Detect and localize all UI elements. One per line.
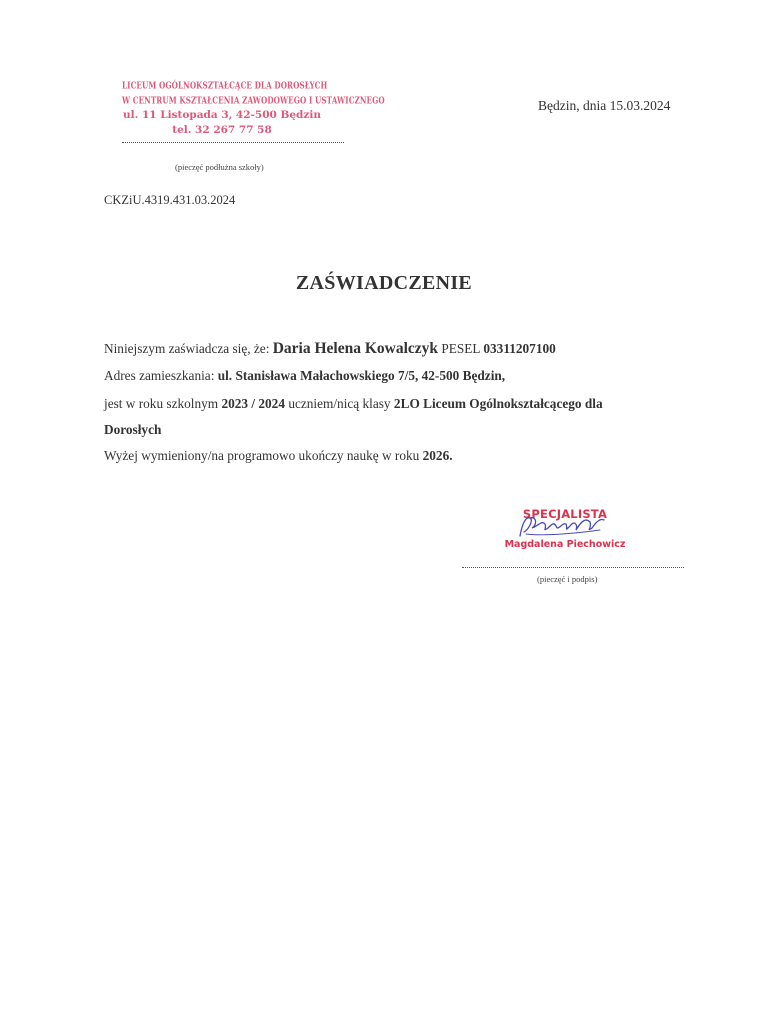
signature-caption: (pieczęć i podpis) bbox=[537, 574, 598, 584]
body-line-1 bbox=[104, 340, 556, 358]
address-label: Adres zamieszkania: bbox=[104, 368, 215, 383]
graduation-year: 2026. bbox=[422, 448, 453, 463]
body-line-2 bbox=[104, 368, 505, 384]
graduation-prefix: Wyżej wymieniony/na programowo ukończy naukę w roku bbox=[104, 448, 420, 463]
address-value: ul. Stanisława Małachowskiego 7/5, 42-500 Będzin, bbox=[217, 368, 506, 383]
handwritten-signature bbox=[512, 510, 612, 544]
class-name: 2LO Liceum Ogólnokształcącego dla bbox=[393, 396, 603, 411]
pesel-value: 03311207100 bbox=[483, 341, 556, 356]
place-date: Będzin, dnia 15.03.2024 bbox=[538, 98, 671, 113]
school-stamp bbox=[122, 78, 385, 138]
body-intro: Niniejszym zaświadcza się, że: bbox=[104, 341, 270, 356]
specialist-stamp-title: SPECJALISTA bbox=[522, 507, 608, 521]
school-year: 2023 / 2024 bbox=[221, 396, 285, 411]
body-line-3 bbox=[104, 396, 603, 412]
body-line-5 bbox=[104, 448, 453, 464]
school-year-prefix: jest w roku szkolnym bbox=[104, 396, 219, 411]
reference-number: CKZiU.4319.431.03.2024 bbox=[104, 193, 236, 207]
class-name-continued: Dorosłych bbox=[104, 422, 162, 437]
class-prefix: uczniem/nicą klasy bbox=[288, 396, 391, 411]
specialist-stamp-name: Magdalena Piechowicz bbox=[504, 539, 626, 550]
pesel-label: PESEL bbox=[441, 341, 481, 356]
school-stamp-line2: W CENTRUM KSZTAŁCENIA ZAWODOWEGO I USTAWICZNEGO bbox=[122, 94, 385, 107]
school-stamp-phone: tel. 32 267 77 58 bbox=[172, 124, 272, 136]
signature-dotted-line bbox=[462, 567, 684, 568]
school-stamp-dotted-line bbox=[122, 142, 344, 143]
school-stamp-line1: LICEUM OGÓLNOKSZTAŁCĄCE DLA DOROSŁYCH bbox=[122, 79, 328, 92]
school-stamp-address: ul. 11 Listopada 3, 42-500 Będzin bbox=[123, 109, 321, 121]
student-name: Daria Helena Kowalczyk bbox=[272, 340, 439, 357]
document-title: ZAŚWIADCZENIE bbox=[295, 272, 473, 294]
school-stamp-caption: (pieczęć podłużna szkoły) bbox=[175, 162, 264, 172]
